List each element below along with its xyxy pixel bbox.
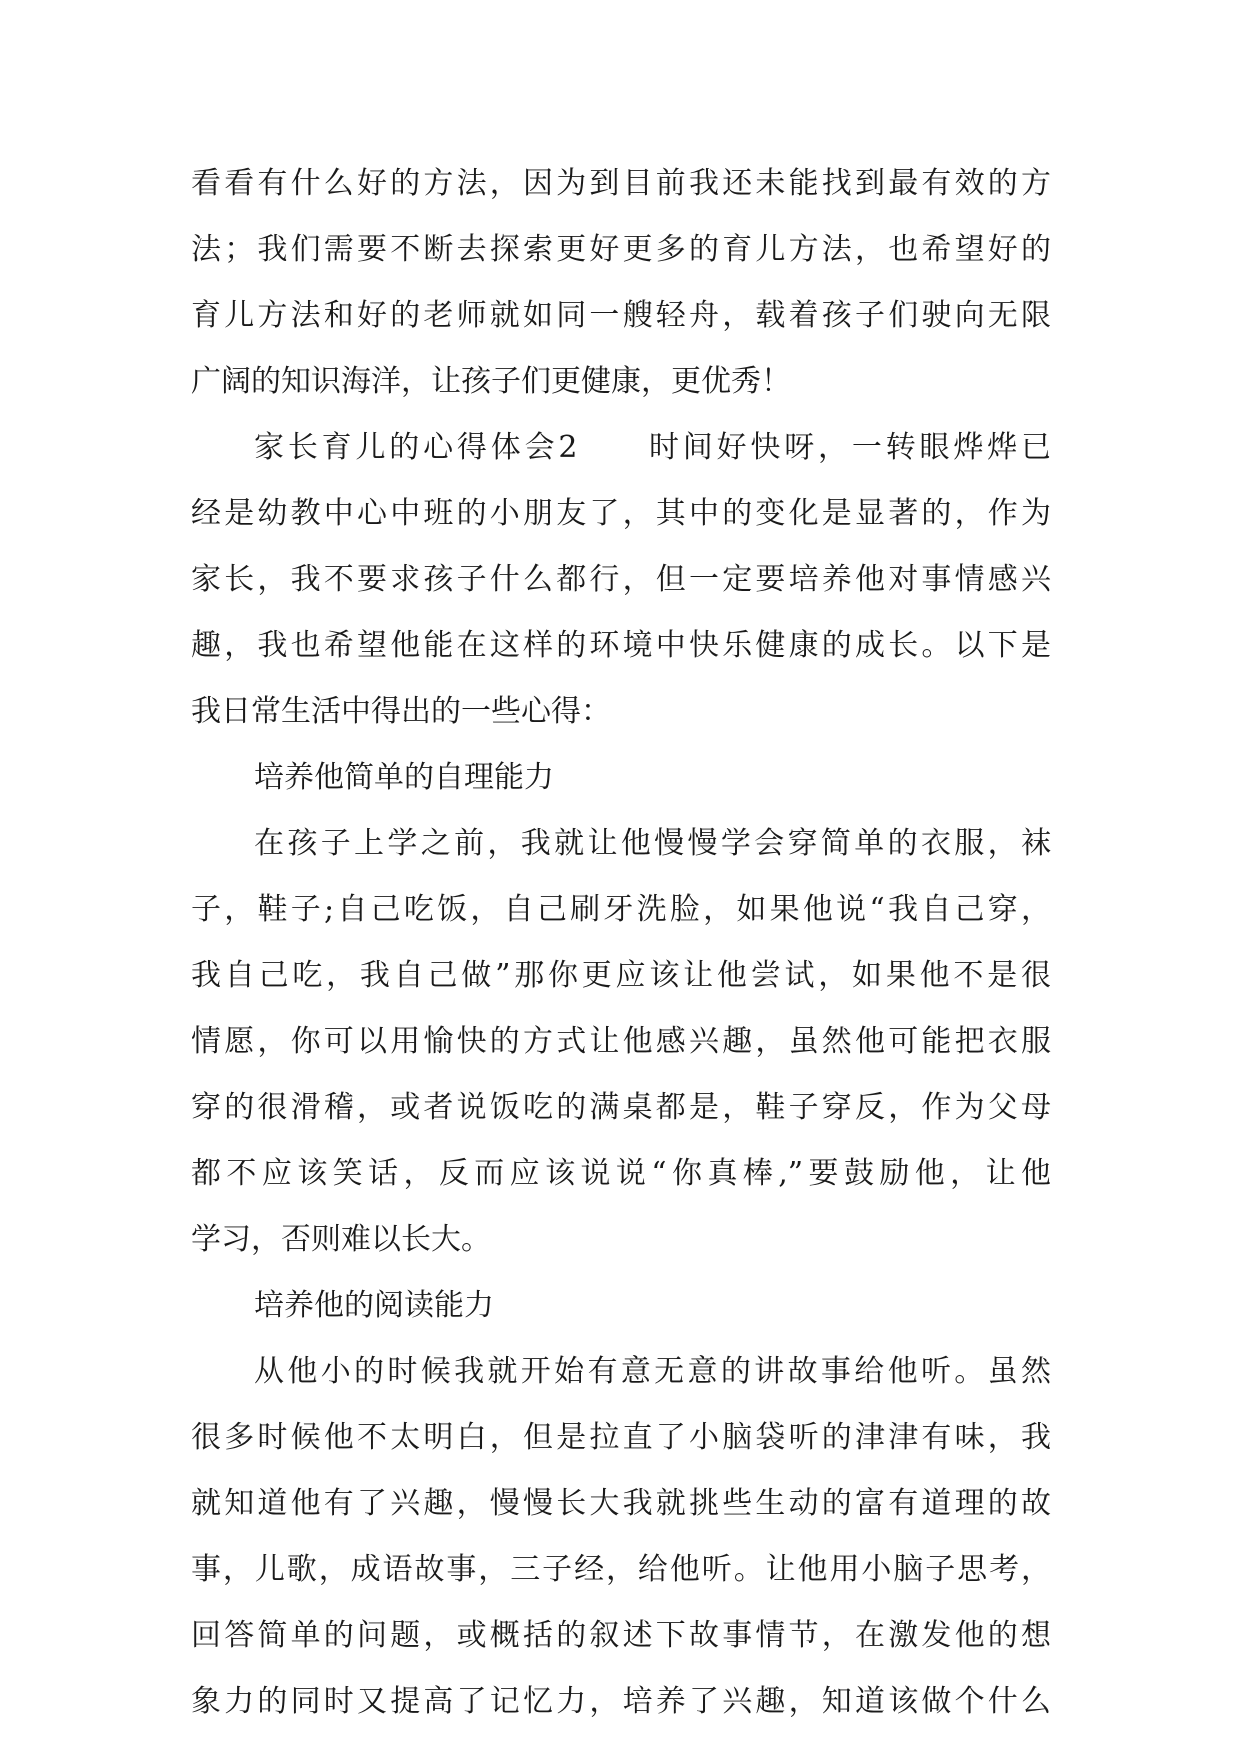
text-line: 事，儿歌，成语故事，三子经，给他听。让他用小脑子思考， xyxy=(191,1552,1051,1587)
text-line: 我日常生活中得出的一些心得： xyxy=(191,694,611,729)
text-line: 从他小的时候我就开始有意无意的讲故事给他听。虽然 xyxy=(254,1354,1051,1389)
text-line: 都不应该笑话，反而应该说说“你真棒,”要鼓励他，让他 xyxy=(191,1156,1051,1191)
text-line: 广阔的知识海洋，让孩子们更健康，更优秀！ xyxy=(191,364,791,399)
text-line: 回答简单的问题，或概括的叙述下故事情节，在激发他的想 xyxy=(191,1618,1051,1653)
text-line: 象力的同时又提高了记忆力，培养了兴趣，知道该做个什么 xyxy=(191,1684,1051,1719)
text-line: 学习，否则难以长大。 xyxy=(191,1222,491,1257)
text-line: 我自己吃，我自己做”那你更应该让他尝试，如果他不是很 xyxy=(191,958,1051,993)
text-line: 育儿方法和好的老师就如同一艘轻舟，载着孩子们驶向无限 xyxy=(191,298,1051,333)
text-line: 趣，我也希望他能在这样的环境中快乐健康的成长。以下是 xyxy=(191,628,1051,663)
text-line: 看看有什么好的方法，因为到目前我还未能找到最有效的方 xyxy=(191,166,1051,201)
text-line: 在孩子上学之前，我就让他慢慢学会穿简单的衣服，袜 xyxy=(254,826,1051,861)
text-line: 法；我们需要不断去探索更好更多的育儿方法，也希望好的 xyxy=(191,232,1051,267)
text-line: 家长，我不要求孩子什么都行，但一定要培养他对事情感兴 xyxy=(191,562,1051,597)
subheading: 培养他的阅读能力 xyxy=(254,1288,494,1323)
text-line: 经是幼教中心中班的小朋友了，其中的变化是显著的，作为 xyxy=(191,496,1051,531)
section-title-line: 家长育儿的心得体会2 时间好快呀，一转眼烨烨已 xyxy=(254,430,1051,465)
text-line: 就知道他有了兴趣，慢慢长大我就挑些生动的富有道理的故 xyxy=(191,1486,1051,1521)
text-line: 穿的很滑稽，或者说饭吃的满桌都是，鞋子穿反，作为父母 xyxy=(191,1090,1051,1125)
text-line: 子，鞋子;自己吃饭，自己刷牙洗脸，如果他说“我自己穿， xyxy=(191,892,1051,927)
text-line: 很多时候他不太明白，但是拉直了小脑袋听的津津有味，我 xyxy=(191,1420,1051,1455)
subheading: 培养他简单的自理能力 xyxy=(254,760,554,795)
text-line: 情愿，你可以用愉快的方式让他感兴趣，虽然他可能把衣服 xyxy=(191,1024,1051,1059)
